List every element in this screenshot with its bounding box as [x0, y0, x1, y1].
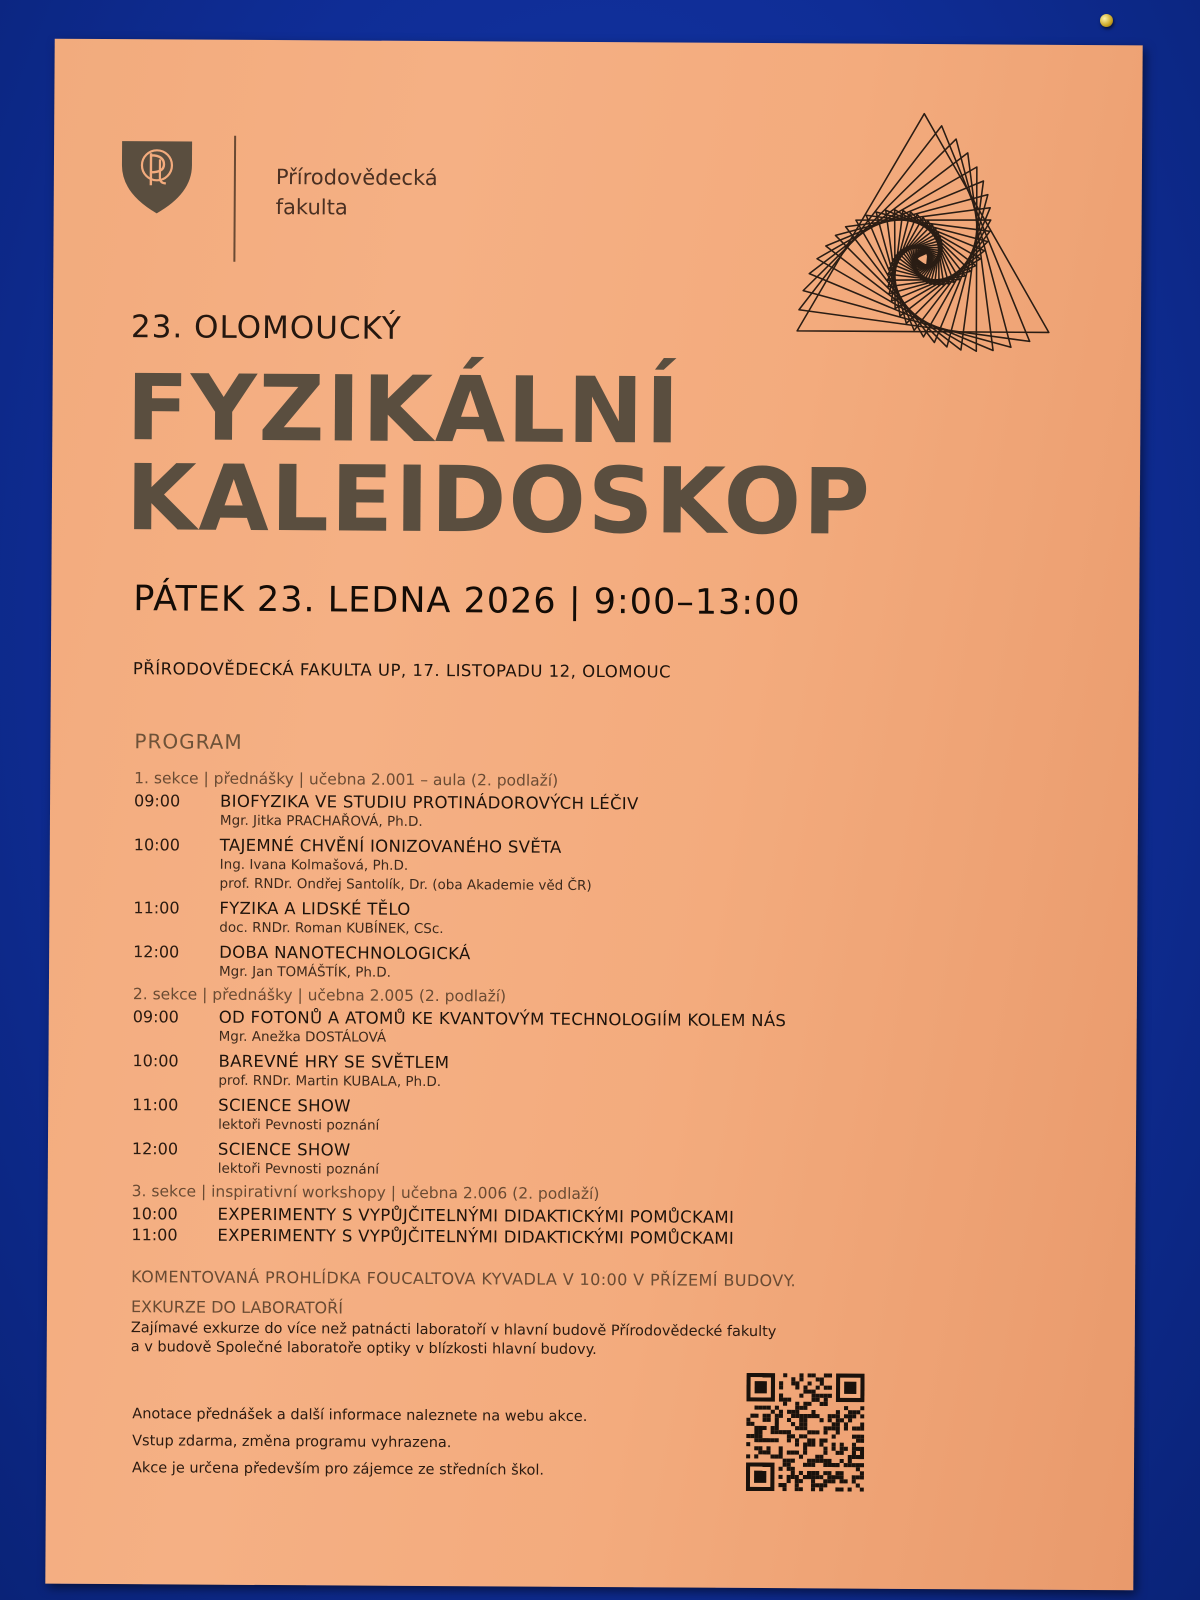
item-title: TAJEMNÉ CHVĚNÍ IONIZOVANÉHO SVĚTA [219, 835, 562, 857]
excursion-text [131, 1319, 891, 1362]
item-title: SCIENCE SHOW [218, 1095, 351, 1116]
item-time: 09:00 [132, 1007, 179, 1027]
item-title: EXPERIMENTY S VYPŮJČITELNÝMI DIDAKTICKÝMI POMŮCKAMI [217, 1225, 735, 1248]
item-title: DOBA NANOTECHNOLOGICKÁ [219, 942, 471, 964]
excursion-heading: EXKURZE DO LABORATOŘÍ [130, 1297, 344, 1318]
event-poster [45, 39, 1142, 1591]
program-item [133, 897, 1033, 942]
item-time: 11:00 [132, 1095, 179, 1115]
event-edition: 23. OLOMOUCKÝ [130, 309, 402, 347]
title-line-2: KALEIDOSKOP [125, 446, 873, 556]
item-speaker: Mgr. Anežka DOSTÁLOVÁ [218, 1028, 387, 1046]
item-time: 09:00 [134, 791, 181, 811]
item-title: BIOFYZIKA VE STUDIU PROTINÁDOROVÝCH LÉČIV [220, 791, 639, 814]
program-heading: PROGRAM [134, 729, 243, 754]
item-speaker: Ing. Ivana Kolmašová, Ph.D. [219, 856, 409, 874]
footer-line-3: Akce je určena především pro zájemce ze středních škol. [131, 1460, 545, 1479]
excursion-line-1: Zajímavé exkurze do více než patnácti laboratoří v hlavní budově Přírodovědecké fakulty [130, 1320, 777, 1341]
program-list [131, 765, 1034, 1250]
excursion-line-2: a v budově Společné laboratoře optiky v blízkosti hlavní budovy. [130, 1339, 597, 1359]
item-time: 10:00 [131, 1204, 178, 1224]
faculty-name [276, 162, 438, 223]
footer-line-1: Anotace přednášek a další informace naleznete na webu akce. [132, 1406, 588, 1425]
faculty-line-2: fakulta [275, 195, 348, 220]
item-time: 12:00 [131, 1139, 179, 1159]
program-item [131, 1224, 1031, 1250]
item-title: EXPERIMENTY S VYPŮJČITELNÝMI DIDAKTICKÝMI POMŮCKAMI [217, 1204, 735, 1227]
item-speaker: Mgr. Jan TOMÁŠTÍK, Ph.D. [218, 963, 391, 981]
section-label: 2. sekce | přednášky | učebna 2.005 (2. podlaží) [132, 985, 507, 1006]
item-title: OD FOTONŮ A ATOMŮ KE KVANTOVÝM TECHNOLOGIÍM KOLEM NÁS [218, 1007, 787, 1031]
program-item [132, 1138, 1032, 1183]
program-item [133, 941, 1033, 986]
item-speaker: lektoři Pevnosti poznání [218, 1116, 380, 1134]
item-title: BAREVNÉ HRY SE SVĚTLEM [218, 1051, 450, 1073]
item-title: FYZIKA A LIDSKÉ TĚLO [219, 898, 411, 919]
qr-code-icon[interactable] [746, 1373, 865, 1492]
item-speaker: lektoři Pevnosti poznání [217, 1160, 380, 1178]
footer-line-2: Vstup zdarma, změna programu vyhrazena. [132, 1433, 452, 1452]
title-line-1: FYZIKÁLNÍ [126, 356, 682, 465]
item-time: 11:00 [133, 898, 180, 918]
logo-divider [233, 136, 236, 262]
program-item [132, 1094, 1032, 1139]
program-item [134, 790, 1034, 835]
event-venue: PŘÍRODOVĚDECKÁ FAKULTA UP, 17. LISTOPADU 12, OLOMOUC [132, 659, 672, 682]
faculty-line-1: Přírodovědecká [275, 165, 438, 191]
item-time: 11:00 [131, 1225, 178, 1245]
footer-notes [132, 1401, 588, 1485]
item-title: SCIENCE SHOW [217, 1139, 351, 1160]
up-shield-logo [120, 135, 195, 219]
event-title [125, 356, 873, 556]
item-speaker: prof. RNDr. Ondřej Santolík, Dr. (oba Akademie věd ČR) [219, 875, 592, 894]
item-speaker: Mgr. Jitka PRACHAŘOVÁ, Ph.D. [219, 812, 423, 830]
program-item [132, 1050, 1032, 1095]
item-speaker: prof. RNDr. Martin KUBALA, Ph.D. [218, 1072, 442, 1091]
program-item [134, 834, 1034, 898]
event-date: PÁTEK 23. LEDNA 2026 | 9:00–13:00 [133, 579, 801, 624]
section-label: 1. sekce | přednášky | učebna 2.001 – aula (2. podlaží) [134, 769, 559, 790]
tour-note: KOMENTOVANÁ PROHLÍDKA FOUCALTOVA KYVADLA V 10:00 V PŘÍZEMÍ BUDOVY. [131, 1267, 797, 1291]
item-time: 12:00 [133, 942, 180, 962]
item-speaker: doc. RNDr. Roman KUBÍNEK, CSc. [219, 919, 444, 938]
pin-top-right [1100, 14, 1113, 27]
program-item [133, 1006, 1033, 1051]
section-label: 3. sekce | inspirativní workshopy | učebna 2.006 (2. podlaží) [131, 1182, 600, 1204]
item-time: 10:00 [133, 835, 180, 855]
item-time: 10:00 [132, 1051, 179, 1071]
